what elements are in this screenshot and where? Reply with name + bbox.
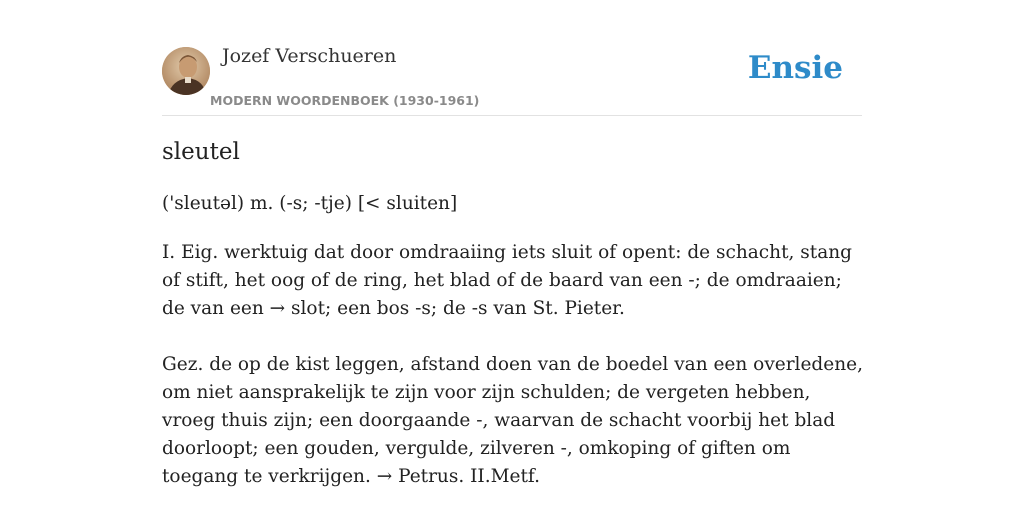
definition-paragraph: I. Eig. werktuig dat door omdraaiing iets sluit of opent: de schacht, stang of stift, het oog of de ring, het blad of de baard van een -; de omdraaien; de van een → slot; een bos -s; de -s van St. Pieter. [162, 242, 852, 319]
entry-pronunciation: ('sleutəl) m. (-s; -tje) [< sluiten] [162, 193, 458, 214]
entry-headword: sleutel [162, 139, 240, 165]
author-avatar[interactable] [162, 47, 210, 95]
portrait-photo-icon [162, 47, 210, 95]
ensie-logo[interactable]: Ensie [747, 50, 843, 86]
author-name[interactable]: Jozef Verschueren [222, 45, 397, 67]
entry-definition [162, 239, 864, 491]
dictionary-source[interactable]: MODERN WOORDENBOEK (1930-1961) [210, 93, 480, 108]
definition-paragraph: Gez. de op de kist leggen, afstand doen van de boedel van een overledene, om niet aansprakelijk te zijn voor zijn schulden; de vergeten hebben, vroeg thuis zijn; een doorgaande -, waarvan de schacht voorbij het blad doorloopt; een gouden, vergulde, zilveren -, omkoping of giften om toegang te verkrijgen. → Petrus. II.Metf. [162, 354, 863, 487]
header-divider [162, 115, 862, 116]
